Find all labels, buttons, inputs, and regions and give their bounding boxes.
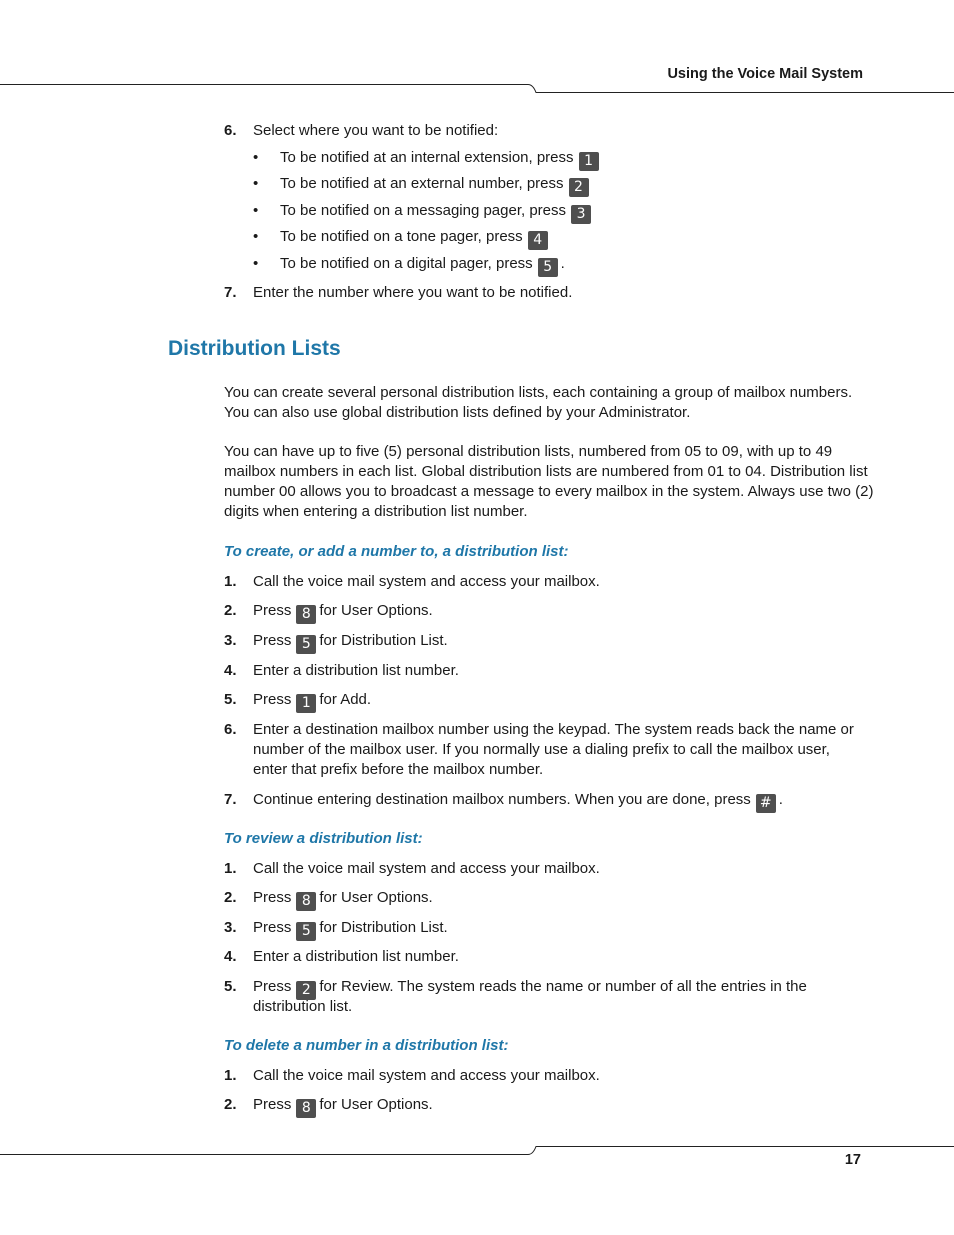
step-number: 3. xyxy=(224,632,237,649)
procedure-heading: To review a distribution list: xyxy=(224,830,423,847)
step-number: 3. xyxy=(224,919,237,936)
step-number: 1. xyxy=(224,860,237,877)
step-text: Enter a distribution list number. xyxy=(253,662,459,679)
bullet-mark: • xyxy=(253,175,259,192)
procedure-heading: To create, or add a number to, a distribution list: xyxy=(224,543,569,560)
step-text-continued: distribution list. xyxy=(253,998,353,1015)
running-header: Using the Voice Mail System xyxy=(667,66,863,82)
step-text: Enter a distribution list number. xyxy=(253,948,459,965)
step-number: 1. xyxy=(224,573,237,590)
list-item: To be notified on a messaging pager, press 3 xyxy=(280,201,594,224)
keypad-key-icon: 3 xyxy=(571,205,591,224)
step-number: 4. xyxy=(224,948,237,965)
keypad-key-icon: 8 xyxy=(296,605,316,624)
step-text: Continue entering destination mailbox numbers. When you are done, press # . xyxy=(253,791,783,811)
keypad-key-icon: 5 xyxy=(296,635,316,654)
step-number: 5. xyxy=(224,691,237,708)
step-text: Press 8 for User Options. xyxy=(253,889,433,909)
step-number: 2. xyxy=(224,889,237,906)
step-number: 2. xyxy=(224,602,237,619)
keypad-key-icon: 8 xyxy=(296,1099,316,1118)
step-text: Select where you want to be notified: xyxy=(253,122,499,139)
list-item: To be notified at an external number, press 2 xyxy=(280,174,592,197)
step-number: 7. xyxy=(224,791,237,808)
step-number: 5. xyxy=(224,978,237,995)
keypad-key-icon: 2 xyxy=(569,178,589,197)
step-text: Press 5 for Distribution List. xyxy=(253,632,448,652)
keypad-key-icon: 5 xyxy=(538,258,558,277)
step-text: Press 8 for User Options. xyxy=(253,602,433,622)
step-number: 2. xyxy=(224,1096,237,1113)
keypad-key-icon: 1 xyxy=(579,152,599,171)
step-number: 7. xyxy=(224,284,237,301)
keypad-key-icon: # xyxy=(756,794,776,813)
step-number: 6. xyxy=(224,122,237,139)
keypad-key-icon: 2 xyxy=(296,981,316,1000)
header-rule xyxy=(0,80,954,96)
step-text: Press 8 for User Options. xyxy=(253,1096,433,1116)
bullet-mark: • xyxy=(253,255,259,272)
keypad-key-icon: 1 xyxy=(296,694,316,713)
bullet-mark: • xyxy=(253,228,259,245)
list-item: To be notified at an internal extension, press 1 xyxy=(280,148,602,171)
list-item: To be notified on a tone pager, press 4 xyxy=(280,227,551,250)
step-text: Enter a destination mailbox number using the keypad. The system reads back the name or number of the mailbox user. If you normally use a dialing prefix to call the mailbox user, enter that prefix before the mailbox number. xyxy=(253,721,854,778)
step-text: Press 1 for Add. xyxy=(253,691,372,711)
paragraph: You can have up to five (5) personal distribution lists, numbered from 05 to 09, with up to 49 mailbox numbers in each list. Global distribution lists are numbered from 01 to 04. Distribution list number 00 allows you to broadcast a message to every mailbox in the system. Always use two (2) digits when entering a distribution list number. xyxy=(224,443,874,520)
step-number: 1. xyxy=(224,1067,237,1084)
list-item: To be notified on a digital pager, press 5 . xyxy=(280,255,565,275)
step-text: Call the voice mail system and access your mailbox. xyxy=(253,860,600,877)
paragraph: You can create several personal distribution lists, each containing a group of mailbox numbers. You can also use global distribution lists defined by your Administrator. xyxy=(224,384,853,421)
bullet-mark: • xyxy=(253,202,259,219)
step-text: Enter the number where you want to be notified. xyxy=(253,284,573,301)
keypad-key-icon: 5 xyxy=(296,922,316,941)
page-number: 17 xyxy=(844,1152,861,1168)
step-text: Press 2 for Review. The system reads the name or number of all the entries in the xyxy=(253,978,807,998)
step-number: 4. xyxy=(224,662,237,679)
keypad-key-icon: 8 xyxy=(296,892,316,911)
step-text: Call the voice mail system and access your mailbox. xyxy=(253,573,600,590)
step-text: Call the voice mail system and access your mailbox. xyxy=(253,1067,600,1084)
procedure-heading: To delete a number in a distribution list: xyxy=(224,1037,509,1054)
step-text: Press 5 for Distribution List. xyxy=(253,919,448,939)
step-number: 6. xyxy=(224,721,237,738)
bullet-mark: • xyxy=(253,149,259,166)
keypad-key-icon: 4 xyxy=(528,231,548,250)
section-title: Distribution Lists xyxy=(168,337,341,360)
